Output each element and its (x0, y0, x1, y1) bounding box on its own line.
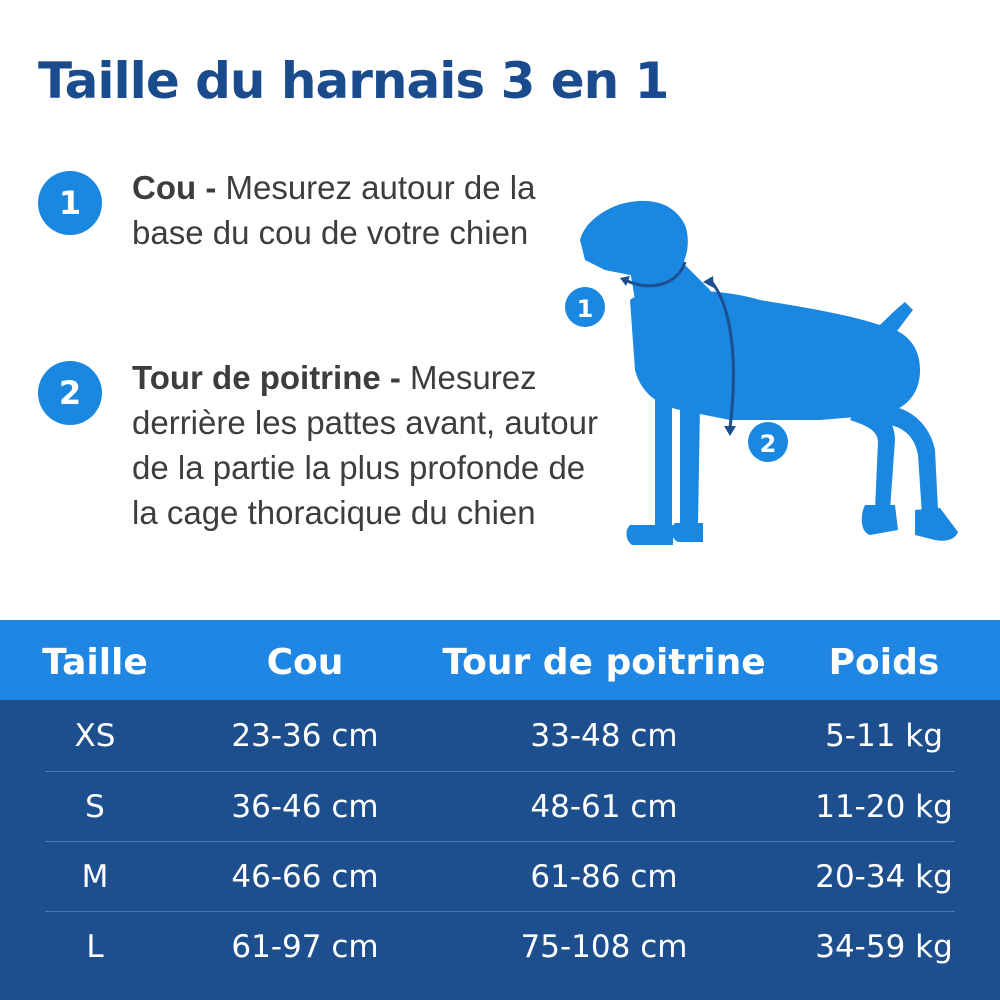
marker-1-label: 1 (576, 295, 594, 323)
table-row (0, 700, 1000, 770)
header-neck: Cou (266, 642, 344, 683)
cell-chest: 75-108 cm (520, 929, 688, 965)
cell-neck: 61-97 cm (231, 929, 379, 965)
header-weight: Poids (828, 642, 940, 683)
step-number-badge: 1 (38, 171, 102, 235)
step-number-badge: 2 (38, 361, 102, 425)
cell-weight: 11-20 kg (815, 789, 953, 825)
cell-weight: 20-34 kg (815, 859, 953, 895)
cell-weight: 5-11 kg (825, 718, 943, 754)
header-chest: Tour de poitrine (442, 642, 766, 683)
cell-size: L (86, 929, 104, 965)
cell-neck: 36-46 cm (231, 789, 379, 825)
cell-chest: 48-61 cm (530, 789, 678, 825)
step-description (132, 355, 612, 535)
dog-icon (560, 180, 980, 570)
cell-chest: 33-48 cm (530, 718, 678, 754)
cell-size: S (85, 789, 105, 825)
step-label: Cou - (132, 169, 217, 206)
cell-neck: 23-36 cm (231, 718, 379, 754)
table-row (0, 841, 1000, 911)
marker-2-label: 2 (759, 430, 777, 458)
step-neck (38, 165, 602, 255)
table-row (0, 771, 1000, 841)
cell-size: XS (74, 718, 116, 754)
cell-weight: 34-59 kg (815, 929, 953, 965)
cell-neck: 46-66 cm (231, 859, 379, 895)
step-instructions: Mesurez derrière les pattes avant, autour de la partie la plus profonde de la cage thoracique du chien (132, 359, 598, 531)
step-description (132, 165, 602, 255)
cell-chest: 61-86 cm (530, 859, 678, 895)
dog-illustration (560, 180, 980, 570)
step-label: Tour de poitrine - (132, 359, 401, 396)
header-size: Taille (42, 642, 148, 683)
table-row (0, 911, 1000, 981)
cell-size: M (81, 859, 109, 895)
step-instructions: Mesurez autour de la base du cou de votre chien (132, 169, 536, 251)
page-title: Taille du harnais 3 en 1 (38, 52, 669, 110)
step-chest (38, 355, 612, 535)
